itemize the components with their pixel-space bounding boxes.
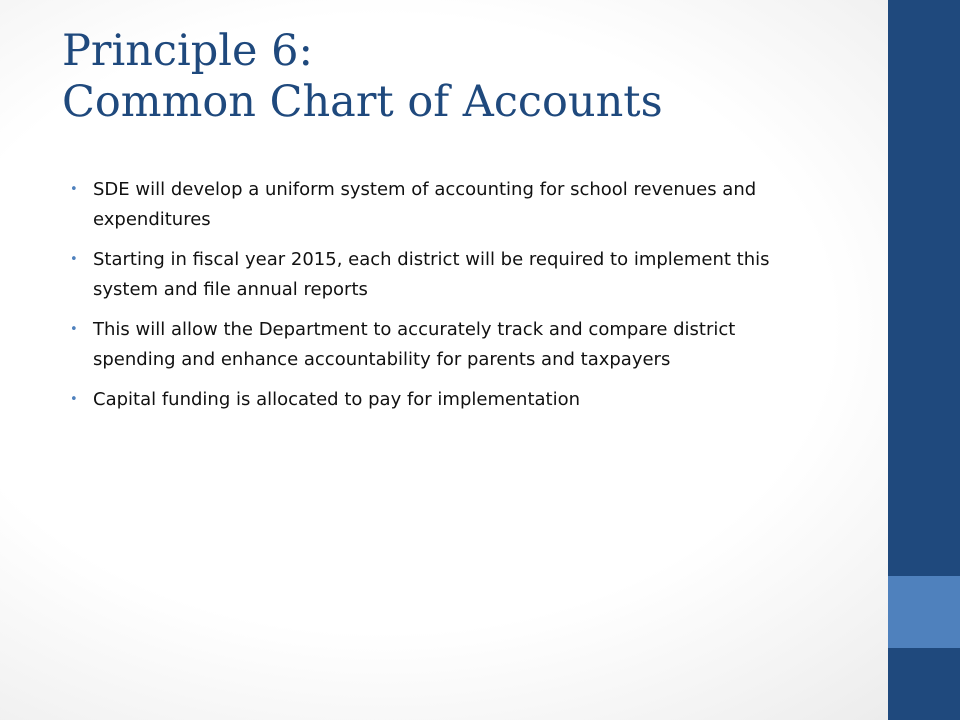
sidebar-accent-bottom xyxy=(888,648,960,720)
sidebar-accent-top xyxy=(888,0,960,576)
bullet-item xyxy=(70,175,790,235)
bullet-item xyxy=(70,315,790,375)
bullet-icon: • xyxy=(70,182,78,197)
sidebar-accent-middle xyxy=(888,576,960,648)
bullet-icon: • xyxy=(70,252,78,267)
bullet-text: SDE will develop a uniform system of accounting for school revenues and expenditures xyxy=(93,179,757,230)
bullet-text: Starting in fiscal year 2015, each district will be required to implement this system and file annual reports xyxy=(93,249,770,300)
slide-title xyxy=(62,26,862,128)
bullet-icon: • xyxy=(70,322,78,337)
bullet-list xyxy=(70,175,790,425)
bullet-item xyxy=(70,385,790,415)
bullet-icon: • xyxy=(70,392,78,407)
slide-title-line-2: Common Chart of Accounts xyxy=(62,77,663,127)
bullet-text: Capital funding is allocated to pay for implementation xyxy=(93,389,581,410)
bullet-text: This will allow the Department to accurately track and compare district spending and enhance accountability for parents and taxpayers xyxy=(93,319,736,370)
slide-title-line-1: Principle 6: xyxy=(62,26,314,76)
bullet-item xyxy=(70,245,790,305)
